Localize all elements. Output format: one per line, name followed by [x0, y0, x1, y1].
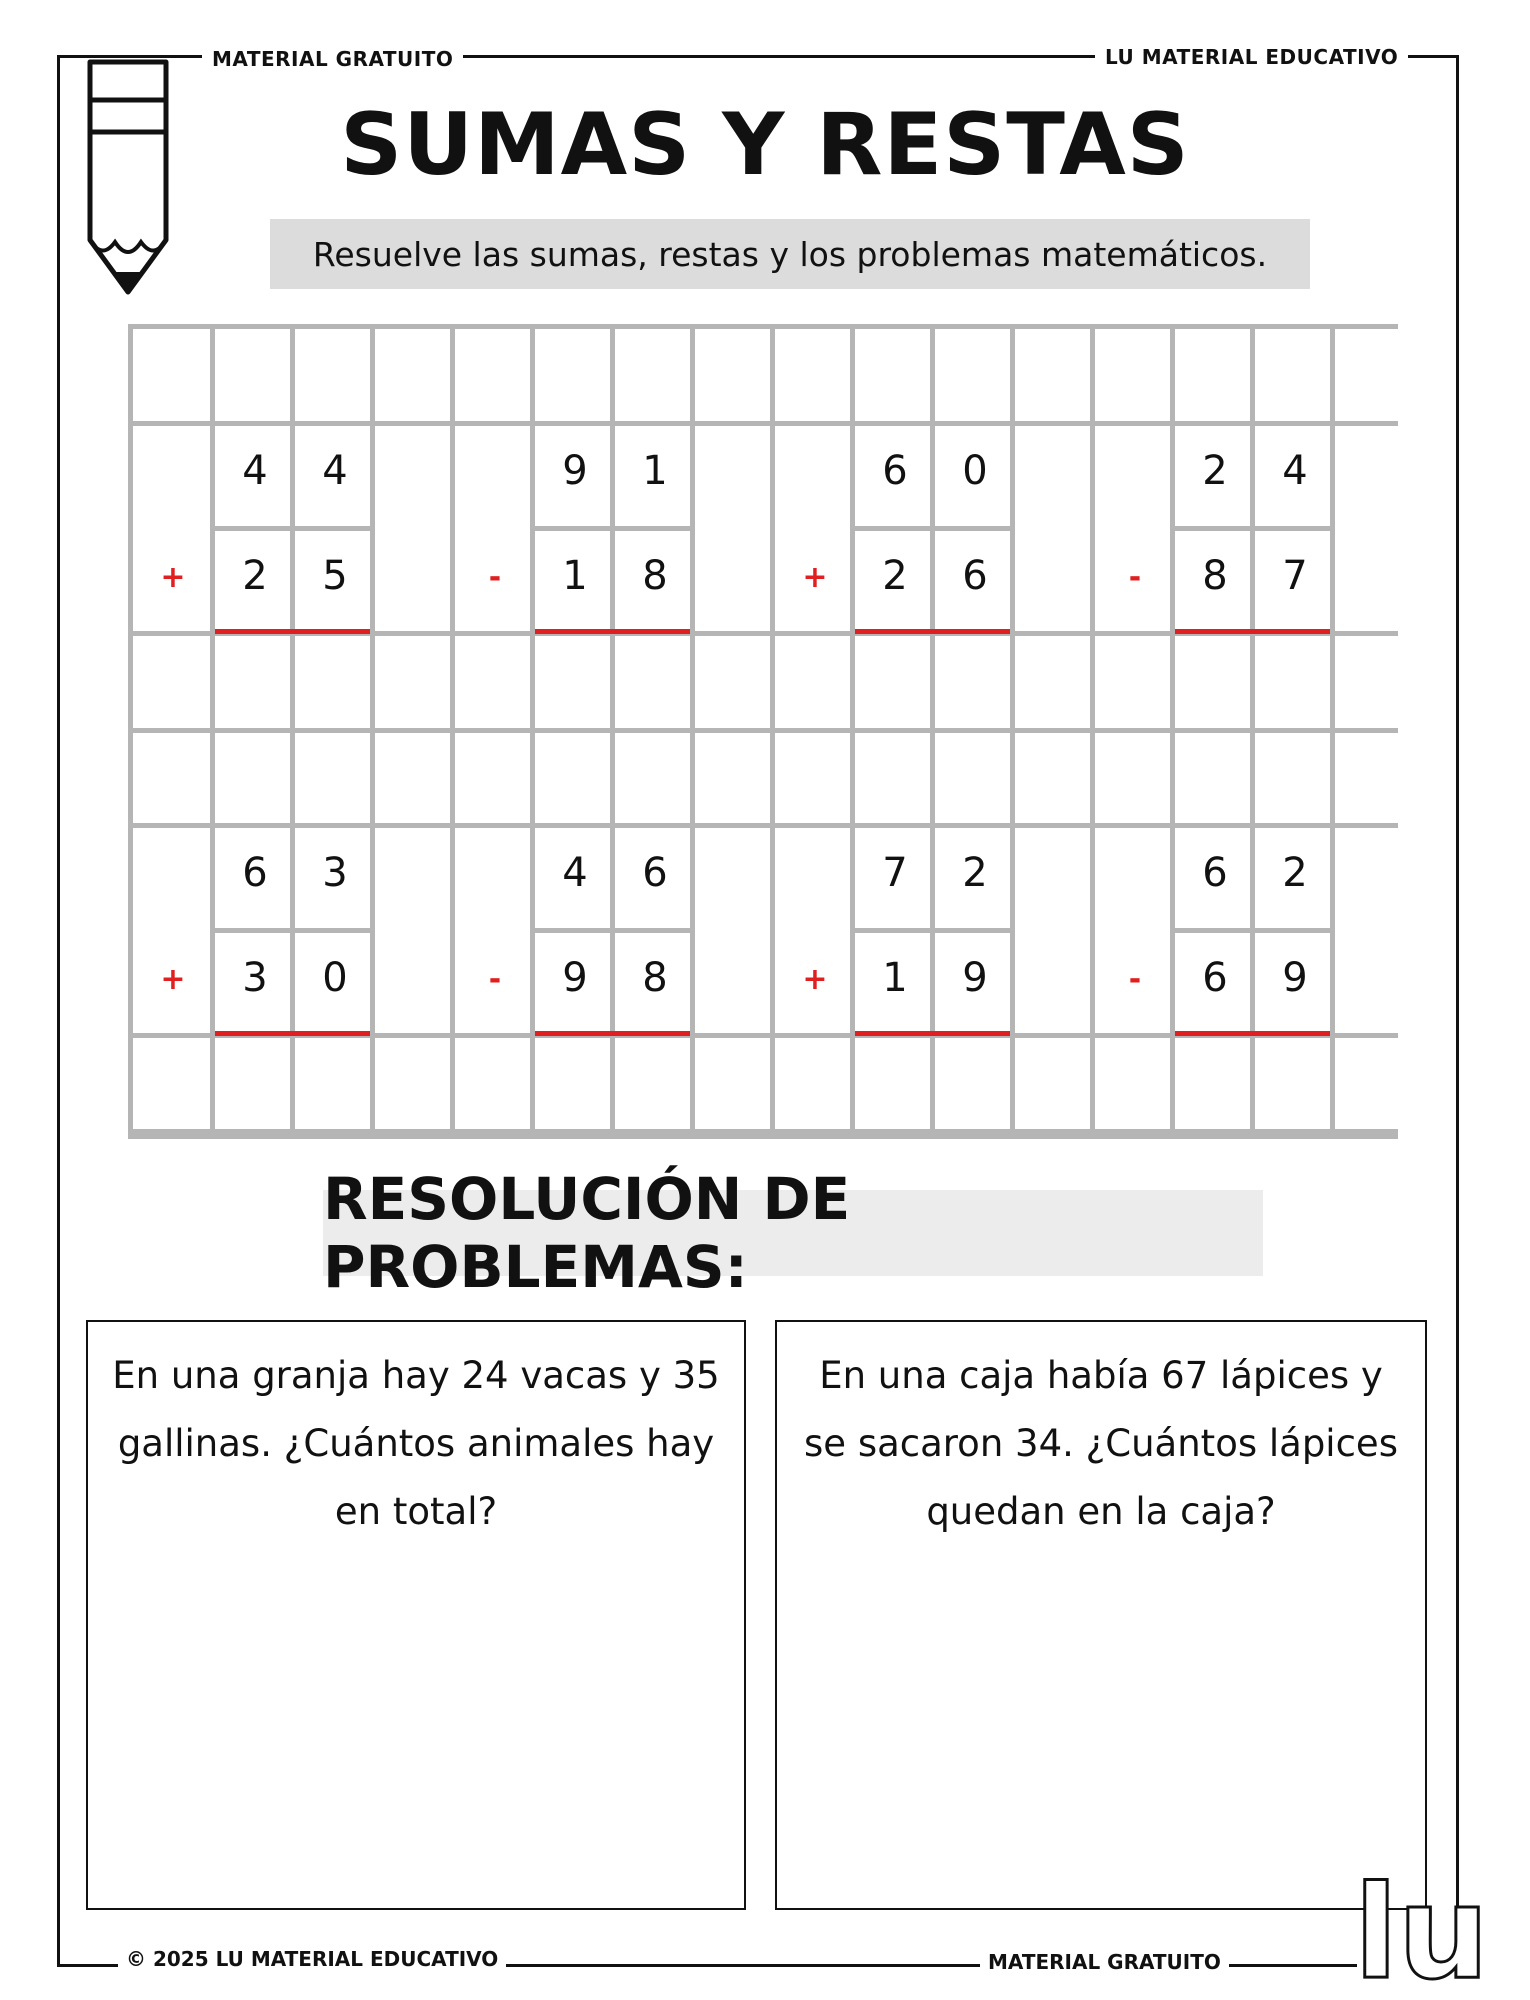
- grid-cell: [215, 636, 290, 728]
- digit-top: 0: [962, 448, 988, 494]
- grid-cell: [1095, 733, 1170, 823]
- problem-text: En una caja había 67 lápices y se sacaron 34. ¿Cuántos lápices quedan en la caja?: [804, 1354, 1398, 1533]
- grid-cell: [133, 1038, 210, 1129]
- grid-cell: [1335, 426, 1408, 631]
- grid-cell: [375, 733, 450, 823]
- grid-cell: [615, 733, 690, 823]
- frame-left: [57, 55, 60, 1967]
- answer-line: [1175, 1031, 1330, 1036]
- digit-top: 4: [322, 448, 348, 494]
- grid-cell: [375, 1038, 450, 1129]
- instruction-banner: Resuelve las sumas, restas y los problemas matemáticos.: [270, 219, 1310, 289]
- footer-free-label: MATERIAL GRATUITO: [980, 1950, 1229, 1974]
- answer-line: [855, 629, 1010, 634]
- grid-cell: [935, 1038, 1010, 1129]
- digit-bottom: 2: [882, 553, 908, 599]
- grid-cell: [133, 733, 210, 823]
- answer-line: [855, 1031, 1010, 1036]
- grid-cell: [1015, 426, 1090, 631]
- digit-bottom: 9: [1282, 955, 1308, 1001]
- problem-box-2: [775, 1320, 1427, 1910]
- answer-line: [215, 629, 370, 634]
- grid-cell: [1255, 636, 1330, 728]
- grid-cell: [615, 1038, 690, 1129]
- digit-top: 4: [242, 448, 268, 494]
- grid-cell: [935, 733, 1010, 823]
- grid-cell: [455, 329, 530, 421]
- minus-sign: -: [1128, 962, 1142, 997]
- answer-line: [535, 1031, 690, 1036]
- digit-top: 6: [642, 850, 668, 896]
- grid-cell: [695, 426, 770, 631]
- digit-top: 4: [562, 850, 588, 896]
- page-title: SUMAS Y RESTAS: [340, 95, 1190, 195]
- digit-top: 2: [1202, 448, 1228, 494]
- digit-top: 2: [1282, 850, 1308, 896]
- grid-cell: [1255, 733, 1330, 823]
- frame-right: [1456, 55, 1459, 1935]
- grid-cell: [1255, 1038, 1330, 1129]
- grid-cell: [695, 733, 770, 823]
- lu-logo: [1352, 1859, 1489, 2000]
- digit-bottom: 8: [1202, 553, 1228, 599]
- grid-cell: [695, 828, 770, 1033]
- grid-cell: [455, 1038, 530, 1129]
- problem-text: En una granja hay 24 vacas y 35 gallinas. ¿Cuántos animales hay en total?: [112, 1354, 720, 1533]
- grid-cell: [775, 1038, 850, 1129]
- answer-line: [535, 629, 690, 634]
- grid-cell: [133, 636, 210, 728]
- grid-cell: [935, 329, 1010, 421]
- grid-cell: [1175, 1038, 1250, 1129]
- grid-cell: [615, 636, 690, 728]
- problem-box-1: [86, 1320, 746, 1910]
- footer-copyright: © 2025 LU MATERIAL EDUCATIVO: [118, 1947, 506, 1971]
- digit-bottom: 0: [322, 955, 348, 1001]
- digit-bottom: 1: [562, 553, 588, 599]
- problems-section-title: RESOLUCIÓN DE PROBLEMAS:: [323, 1190, 1263, 1276]
- grid-cell: [455, 636, 530, 728]
- grid-cell: [1015, 636, 1090, 728]
- grid-cell: [855, 329, 930, 421]
- digit-bottom: 3: [242, 955, 268, 1001]
- digit-top: 1: [642, 448, 668, 494]
- grid-cell: [375, 636, 450, 728]
- answer-line: [215, 1031, 370, 1036]
- digit-top: 2: [962, 850, 988, 896]
- grid-cell: [1335, 733, 1408, 823]
- calculation-grid: [128, 324, 1398, 1139]
- digit-bottom: 6: [1202, 955, 1228, 1001]
- digit-bottom: 5: [322, 553, 348, 599]
- grid-cell: [935, 636, 1010, 728]
- grid-cell: [1095, 636, 1170, 728]
- grid-cell: [1175, 733, 1250, 823]
- grid-cell: [535, 636, 610, 728]
- plus-sign: +: [802, 962, 828, 997]
- digit-top: 7: [882, 850, 908, 896]
- grid-cell: [775, 329, 850, 421]
- minus-sign: -: [488, 962, 502, 997]
- grid-cell: [695, 329, 770, 421]
- grid-cell: [1095, 1038, 1170, 1129]
- grid-cell: [215, 733, 290, 823]
- grid-cell: [1015, 828, 1090, 1033]
- answer-line: [1175, 629, 1330, 634]
- grid-cell: [295, 329, 370, 421]
- grid-cell: [375, 329, 450, 421]
- grid-cell: [1015, 733, 1090, 823]
- plus-sign: +: [802, 560, 828, 595]
- grid-cell: [1255, 329, 1330, 421]
- minus-sign: -: [1128, 560, 1142, 595]
- grid-cell: [455, 733, 530, 823]
- grid-cell: [775, 733, 850, 823]
- plus-sign: +: [160, 560, 186, 595]
- grid-cell: [215, 1038, 290, 1129]
- digit-bottom: 8: [642, 955, 668, 1001]
- grid-cell: [615, 329, 690, 421]
- digit-top: 3: [322, 850, 348, 896]
- grid-cell: [375, 426, 450, 631]
- grid-cell: [295, 636, 370, 728]
- minus-sign: -: [488, 560, 502, 595]
- grid-cell: [695, 636, 770, 728]
- grid-cell: [695, 1038, 770, 1129]
- digit-top: 9: [562, 448, 588, 494]
- header-free-label: MATERIAL GRATUITO: [202, 47, 463, 71]
- grid-cell: [375, 828, 450, 1033]
- grid-cell: [1175, 329, 1250, 421]
- grid-cell: [775, 636, 850, 728]
- grid-cell: [1095, 329, 1170, 421]
- digit-bottom: 9: [562, 955, 588, 1001]
- grid-cell: [855, 1038, 930, 1129]
- grid-cell: [1335, 636, 1408, 728]
- grid-cell: [1175, 636, 1250, 728]
- digit-top: 6: [882, 448, 908, 494]
- grid-cell: [855, 636, 930, 728]
- grid-cell: [1015, 1038, 1090, 1129]
- grid-cell: [295, 733, 370, 823]
- grid-cell: [1335, 329, 1408, 421]
- grid-cell: [295, 1038, 370, 1129]
- grid-cell: [1015, 329, 1090, 421]
- digit-bottom: 7: [1282, 553, 1308, 599]
- digit-bottom: 8: [642, 553, 668, 599]
- grid-cell: [535, 733, 610, 823]
- grid-cell: [1335, 828, 1408, 1033]
- digit-bottom: 1: [882, 955, 908, 1001]
- grid-cell: [1335, 1038, 1408, 1129]
- header-brand-label: LU MATERIAL EDUCATIVO: [1095, 45, 1408, 69]
- digit-bottom: 6: [962, 553, 988, 599]
- digit-top: 6: [242, 850, 268, 896]
- grid-cell: [535, 1038, 610, 1129]
- digit-top: 4: [1282, 448, 1308, 494]
- lu-logo-text: lu: [1354, 1859, 1489, 2000]
- grid-cell: [215, 329, 290, 421]
- plus-sign: +: [160, 962, 186, 997]
- digit-bottom: 2: [242, 553, 268, 599]
- digit-bottom: 9: [962, 955, 988, 1001]
- grid-cell: [133, 329, 210, 421]
- grid-cell: [855, 733, 930, 823]
- digit-top: 6: [1202, 850, 1228, 896]
- grid-cell: [535, 329, 610, 421]
